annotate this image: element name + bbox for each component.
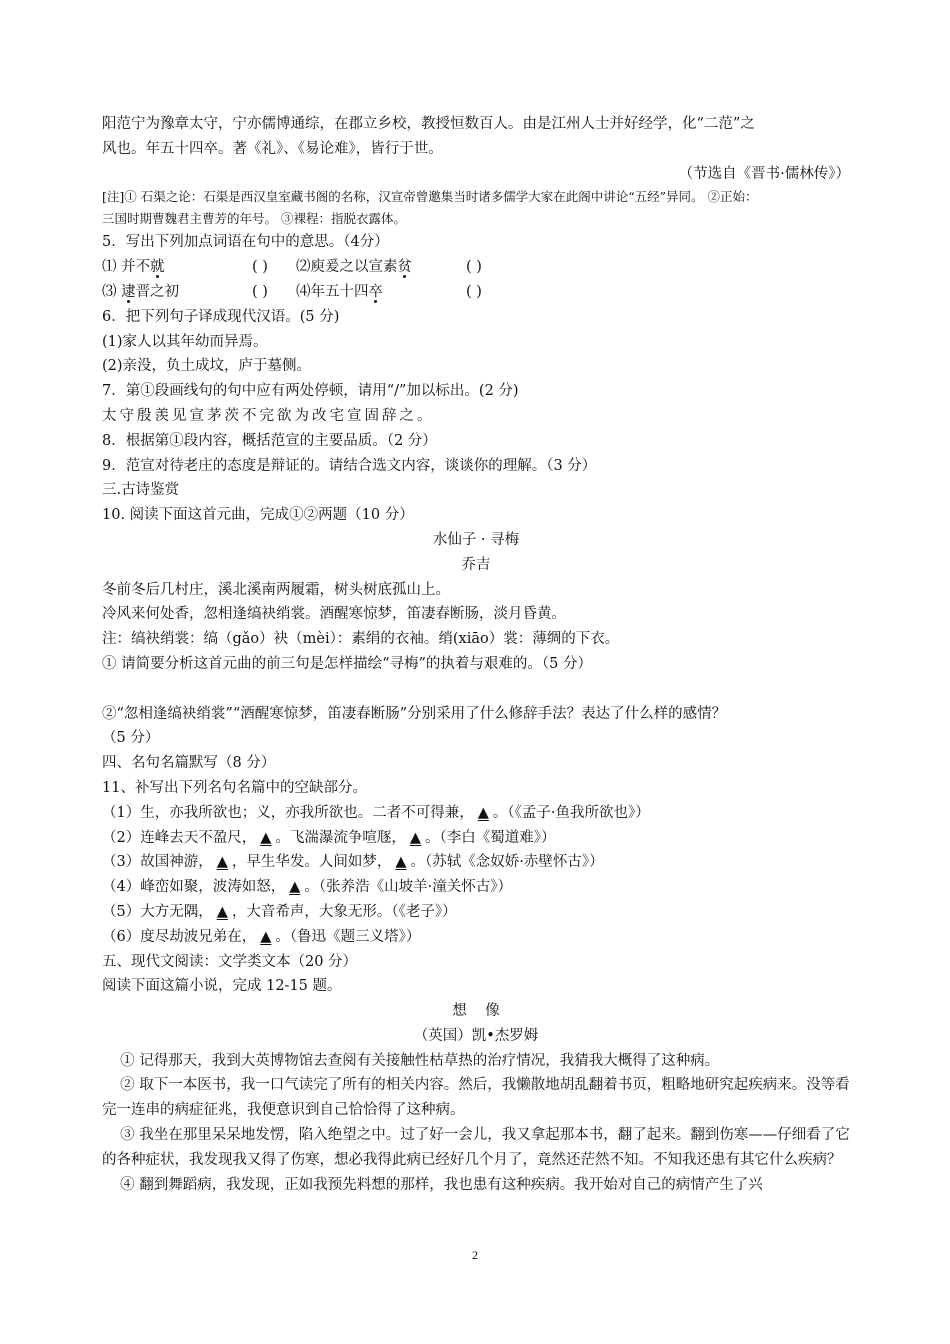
fill-item: （2）连峰去天不盈尺， ▲ 。飞湍瀑流争喧豗， ▲ 。（李白《蜀道难》） [102,826,850,851]
question-6-sentence: (2)亲没，负土成坟，庐于墓侧。 [102,358,312,375]
question-9: 9．范宣对待老庄的态度是辩证的。请结合选文内容，谈谈你的理解。（3 分） [102,457,597,474]
fill-item: （6）度尽劫波兄弟在， ▲ 。（鲁迅《题三义塔》） [102,925,850,950]
question-11-stem: 11、补写出下列名句名篇中的空缺部分。 [102,779,367,796]
section-5-heading: 五、现代文阅读：文学类文本（20 分） [102,953,358,970]
answer-paren: ( ) [466,283,482,300]
fill-item: （4）峰峦如聚，波涛如怒， ▲ 。（张养浩《山坡羊·潼关怀古》） [102,875,850,900]
fill-blank[interactable]: ▲ [260,829,272,846]
passage-source: （节选自《晋书·儒林传》） [678,165,850,182]
story-author: （英国）凯•杰罗姆 [413,1027,539,1044]
story-paragraph: ④ 翻到舞蹈病，我发现，正如我预先料想的那样，我也患有这种疾病。我开始对自己的病情产生了兴 [120,1176,763,1193]
question-7-stem: 7．第①段画线句的句中应有两处停顿，请用“/”加以标出。(2 分) [102,383,519,400]
fill-blank[interactable]: ▲ [289,879,301,896]
answer-paren: ( ) [252,259,268,276]
passage-line: 风也。年五十四卒。著《礼》、《易论难》，皆行于世。 [102,140,443,157]
dotted-word: 贫 [397,259,412,276]
question-6-sentence: (1)家人以其年幼而异焉。 [102,333,268,350]
question-10-sub1: ① 请简要分析这首元曲的前三句是怎样描绘“寻梅”的执着与艰难的。（5 分） [102,655,593,672]
fill-blank[interactable]: ▲ [477,804,489,821]
question-10-sub2-score: （5 分） [102,730,160,747]
poem-title: 水仙子 · 寻梅 [432,531,520,548]
question-10-stem: 10. 阅读下面这首元曲，完成①②两题（10 分） [102,507,414,524]
fill-item: （1）生，亦我所欲也；义，亦我所欲也。二者不可得兼， ▲ 。（《孟子·鱼我所欲也》） [102,801,850,826]
answer-paren: ( ) [466,259,482,276]
fill-item: （5）大方无隅， ▲ ，大音希声，大象无形。（《老子》） [102,900,850,925]
poem-line: 冷风来何处香，忽相逢缟袂绡裳。酒醒寒惊梦，笛凄春断肠，淡月昏黄。 [102,606,566,623]
fill-blank[interactable]: ▲ [216,854,228,871]
question-7-sentence: 太守殷羡见宣茅茨不完欲为改宅宣固辞之。 [102,407,435,424]
question-5-stem: 5．写出下列加点词语在句中的意思。（4分） [102,234,389,251]
fill-blank[interactable]: ▲ [216,903,228,920]
dotted-word: 就 [150,259,165,276]
fill-blank[interactable]: ▲ [409,829,422,846]
annotation-note: [注]① 石渠之论：石渠是西汉皇室藏书阁的名称，汉宣帝曾邀集当时诸多儒学大家在此阁中讲论“五经”异同。 ②正始： [102,189,758,205]
passage-line: 阳范宁为豫章太守，宁亦儒博通综，在郡立乡校，教授恒数百人。由是江州人士并好经学，化“二范”之 [102,116,755,132]
story-paragraph: ② 取下一本医书，我一口气读完了所有的相关内容。然后，我懒散地胡乱翻着书页，粗略地研究起疾病来。没等看完一连串的病症征兆，我便意识到自己恰恰得了这种病。 [102,1077,850,1119]
question-6-stem: 6．把下列句子译成现代汉语。(5 分) [102,308,340,325]
question-5-row: ⑴ 并不就 ( ) ⑵庾爰之以宣素贫 ( ) [102,255,850,280]
story-paragraph: ① 记得那天，我到大英博物馆去查阅有关接触性枯草热的治疗情况，我猜我大概得了这种病。 [120,1052,720,1069]
question-10-sub2: ②“忽相逢缟袂绡裳”“酒醒寒惊梦，笛凄春断肠”分别采用了什么修辞手法？表达了什么样的感情？ [102,705,727,722]
poem-line: 冬前冬后几村庄，溪北溪南两履霜，树头树底孤山上。 [102,581,450,598]
dotted-word: 卒 [368,283,383,300]
story-paragraph: ③ 我坐在那里呆呆地发愣，陷入绝望之中。过了好一会儿，我又拿起那本书，翻了起来。翻到伤寒——仔细看了它的各种症状，我发现我又得了伤寒，想必我得此病已经好几个月了，竟然还茫然不知。不知我还患有其它什么疾病？ [102,1127,850,1168]
section-5-intro: 阅读下面这篇小说，完成 12-15 题。 [102,978,342,995]
poem-note: 注：缟袂绡裳：缟（gǎo）袂（mèi）：素绢的衣袖。绡(xiāo）裳：薄绸的下衣。 [102,631,620,648]
dotted-word: 逮 [121,283,136,300]
page-number: 2 [472,1248,478,1262]
section-3-heading: 三.古诗鉴赏 [102,482,180,499]
annotation-note: 三国时期曹魏君主曹芳的年号。 ③裸程：指脱衣露体。 [102,211,406,227]
fill-item: （3）故国神游， ▲ ，早生华发。人间如梦， ▲ 。（苏轼《念奴娇·赤壁怀古》） [102,850,850,875]
answer-paren: ( ) [252,283,268,300]
question-8: 8．根据第①段内容，概括范宣的主要品质。（2 分） [102,432,437,449]
poem-author: 乔吉 [461,556,491,573]
question-5-row: ⑶ 逮晋之初 ( ) ⑷年五十四卒 ( ) [102,280,850,305]
fill-blank[interactable]: ▲ [395,854,407,871]
fill-blank[interactable]: ▲ [260,928,272,945]
story-title: 想 像 [452,1003,500,1020]
answer-space [102,677,850,702]
section-4-heading: 四、名句名篇默写（8 分） [102,755,276,772]
exam-page [102,112,850,1197]
